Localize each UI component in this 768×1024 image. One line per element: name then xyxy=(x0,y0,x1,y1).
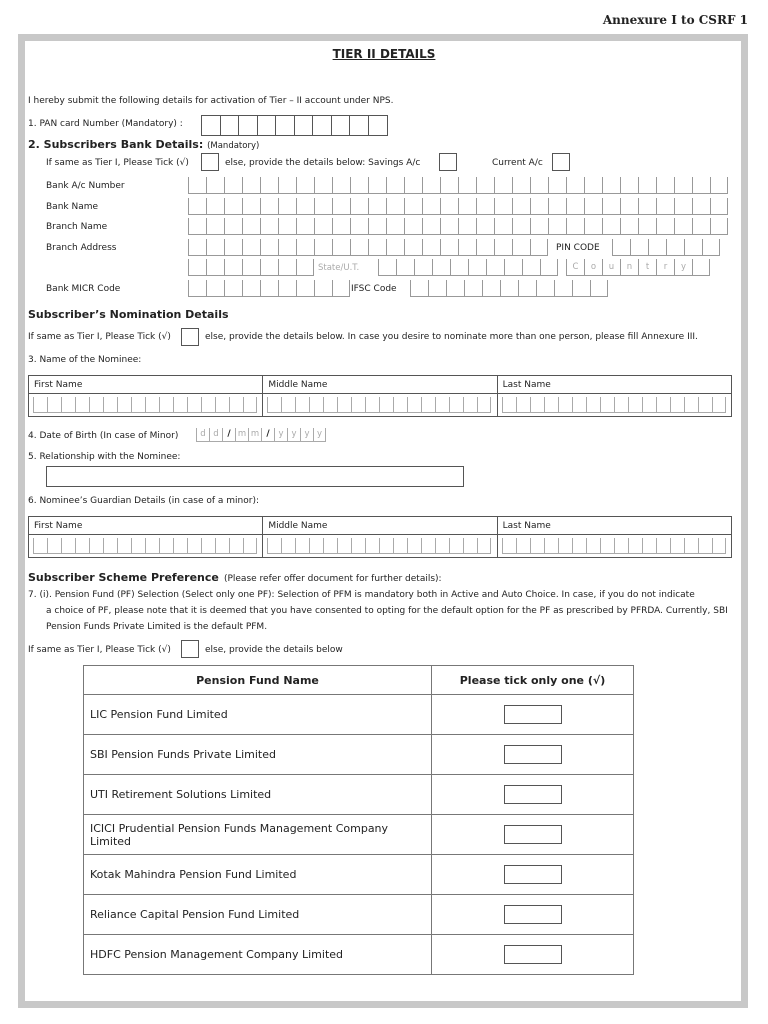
guardian-label: 6. Nominee’s Guardian Details (in case of a minor): xyxy=(28,496,259,506)
pin-code-input[interactable] xyxy=(612,239,720,256)
dob-separator: / xyxy=(261,428,274,442)
micr-input[interactable] xyxy=(188,280,350,297)
dob-label: 4. Date of Birth (In case of Minor) xyxy=(28,431,179,441)
bank-same-tier1: If same as Tier I, Please Tick (√) xyxy=(46,158,189,168)
pf-same-label: If same as Tier I, Please Tick (√) xyxy=(28,645,171,655)
last-name-header: Last Name xyxy=(497,376,731,394)
country-letter: n xyxy=(620,259,638,276)
middle-name-header: Middle Name xyxy=(263,376,497,394)
dob-char: y xyxy=(313,428,326,442)
intro-text: I hereby submit the following details for activation of Tier – II account under NPS. xyxy=(28,96,394,106)
pension-fund-table xyxy=(83,665,634,975)
guardian-middle-name-input[interactable] xyxy=(263,535,497,558)
nominee-first-name-input[interactable] xyxy=(29,394,263,417)
pf-tick-box[interactable] xyxy=(504,865,562,884)
dob-char: m xyxy=(248,428,261,442)
table-row xyxy=(84,735,634,775)
table-row xyxy=(84,855,634,895)
pf-name: ICICI Prudential Pension Funds Management Company Limited xyxy=(84,815,432,855)
guardian-first-name-header: First Name xyxy=(29,517,263,535)
bank-name-label: Bank Name xyxy=(46,202,99,212)
branch-address-line1[interactable] xyxy=(188,239,548,256)
country-letter: u xyxy=(602,259,620,276)
state-placeholder: State/U.T. xyxy=(318,263,360,273)
q7-line1: 7. (i). Pension Fund (PF) Selection (Select only one PF): Selection of PFM is mandatory both in Active and Auto Choice. In case, if you do not indicate xyxy=(28,590,695,600)
ifsc-label: IFSC Code xyxy=(351,284,397,294)
first-name-header: First Name xyxy=(29,376,263,394)
branch-name-input[interactable] xyxy=(188,218,728,235)
country-letter: o xyxy=(584,259,602,276)
current-tick[interactable] xyxy=(552,153,570,171)
table-row xyxy=(84,935,634,975)
nominee-name-label: 3. Name of the Nominee: xyxy=(28,355,142,365)
pf-tick-box[interactable] xyxy=(504,745,562,764)
pf-name: UTI Retirement Solutions Limited xyxy=(84,775,432,815)
dob-char: y xyxy=(287,428,300,442)
nominee-name-table xyxy=(28,375,732,417)
state-input[interactable] xyxy=(378,259,558,276)
form-title xyxy=(0,47,768,61)
bank-same-tick[interactable] xyxy=(201,153,219,171)
pf-same-tick[interactable] xyxy=(181,640,199,658)
dob-char: d xyxy=(196,428,209,442)
nomination-heading: Subscriber’s Nomination Details xyxy=(28,308,229,321)
scheme-heading-text: Subscriber Scheme Preference xyxy=(28,571,219,584)
form-title-text: TIER II DETAILS xyxy=(332,47,436,61)
pf-name: Kotak Mahindra Pension Fund Limited xyxy=(84,855,432,895)
country-letter: r xyxy=(656,259,674,276)
guardian-name-table xyxy=(28,516,732,558)
nominee-last-name-input[interactable] xyxy=(497,394,731,417)
pf-name: SBI Pension Funds Private Limited xyxy=(84,735,432,775)
pf-tick-header: Please tick only one (√) xyxy=(432,666,634,695)
savings-tick[interactable] xyxy=(439,153,457,171)
pf-tick-box[interactable] xyxy=(504,785,562,804)
nomination-else-text: else, provide the details below. In case you desire to nominate more than one person, please fill Annexure III. xyxy=(205,332,698,342)
country-letter: y xyxy=(674,259,692,276)
nomination-same-label: If same as Tier I, Please Tick (√) xyxy=(28,332,171,342)
bank-name-input[interactable] xyxy=(188,198,728,215)
pf-name-header: Pension Fund Name xyxy=(84,666,432,695)
branch-address-label: Branch Address xyxy=(46,243,117,253)
guardian-first-name-input[interactable] xyxy=(29,535,263,558)
pf-tick-box[interactable] xyxy=(504,825,562,844)
country-input[interactable] xyxy=(566,259,710,276)
pf-tick-box[interactable] xyxy=(504,905,562,924)
pan-label: 1. PAN card Number (Mandatory) : xyxy=(28,119,183,129)
micr-label: Bank MICR Code xyxy=(46,284,121,294)
scheme-heading xyxy=(28,566,442,585)
pf-name: LIC Pension Fund Limited xyxy=(84,695,432,735)
dob-char: y xyxy=(274,428,287,442)
guardian-last-name-input[interactable] xyxy=(497,535,731,558)
table-row xyxy=(84,695,634,735)
country-letter: t xyxy=(638,259,656,276)
guardian-last-name-header: Last Name xyxy=(497,517,731,535)
bank-heading-text: 2. Subscribers Bank Details: xyxy=(28,138,204,151)
relationship-label: 5. Relationship with the Nominee: xyxy=(28,452,181,462)
branch-name-label: Branch Name xyxy=(46,222,108,232)
guardian-middle-name-header: Middle Name xyxy=(263,517,497,535)
q7-line3: Pension Funds Private Limited is the default PFM. xyxy=(46,622,268,632)
current-label: Current A/c xyxy=(492,158,543,168)
pan-input[interactable] xyxy=(201,115,388,136)
pf-name: Reliance Capital Pension Fund Limited xyxy=(84,895,432,935)
dob-char: y xyxy=(300,428,313,442)
dob-char: m xyxy=(235,428,248,442)
country-letter: C xyxy=(566,259,584,276)
q7-line2: a choice of PF, please note that it is deemed that you have consented to opting for the default option for the PF as prescribed by PFRDA. Currently, SBI xyxy=(46,606,728,616)
scheme-heading-note: (Please refer offer document for further details): xyxy=(223,574,442,584)
table-row xyxy=(84,775,634,815)
acc-number-label: Bank A/c Number xyxy=(46,181,125,191)
dob-input[interactable] xyxy=(196,428,326,442)
bank-else-text: else, provide the details below: Savings A/c xyxy=(225,158,421,168)
dob-char: d xyxy=(209,428,222,442)
nomination-same-tick[interactable] xyxy=(181,328,199,346)
pf-name: HDFC Pension Management Company Limited xyxy=(84,935,432,975)
table-row xyxy=(84,895,634,935)
pf-tick-box[interactable] xyxy=(504,945,562,964)
ifsc-input[interactable] xyxy=(410,280,608,297)
branch-address-line2[interactable] xyxy=(188,259,314,276)
table-row xyxy=(84,815,634,855)
bank-mandatory: (Mandatory) xyxy=(207,141,260,151)
pin-code-label: PIN CODE xyxy=(556,243,600,253)
relationship-input[interactable] xyxy=(46,466,464,487)
annexure-label: Annexure I to CSRF 1 xyxy=(602,13,748,27)
pf-tick-box[interactable] xyxy=(504,705,562,724)
pf-else-text: else, provide the details below xyxy=(205,645,343,655)
bank-heading xyxy=(28,138,259,151)
nominee-middle-name-input[interactable] xyxy=(263,394,497,417)
dob-separator: / xyxy=(222,428,235,442)
acc-number-input[interactable] xyxy=(188,177,728,194)
